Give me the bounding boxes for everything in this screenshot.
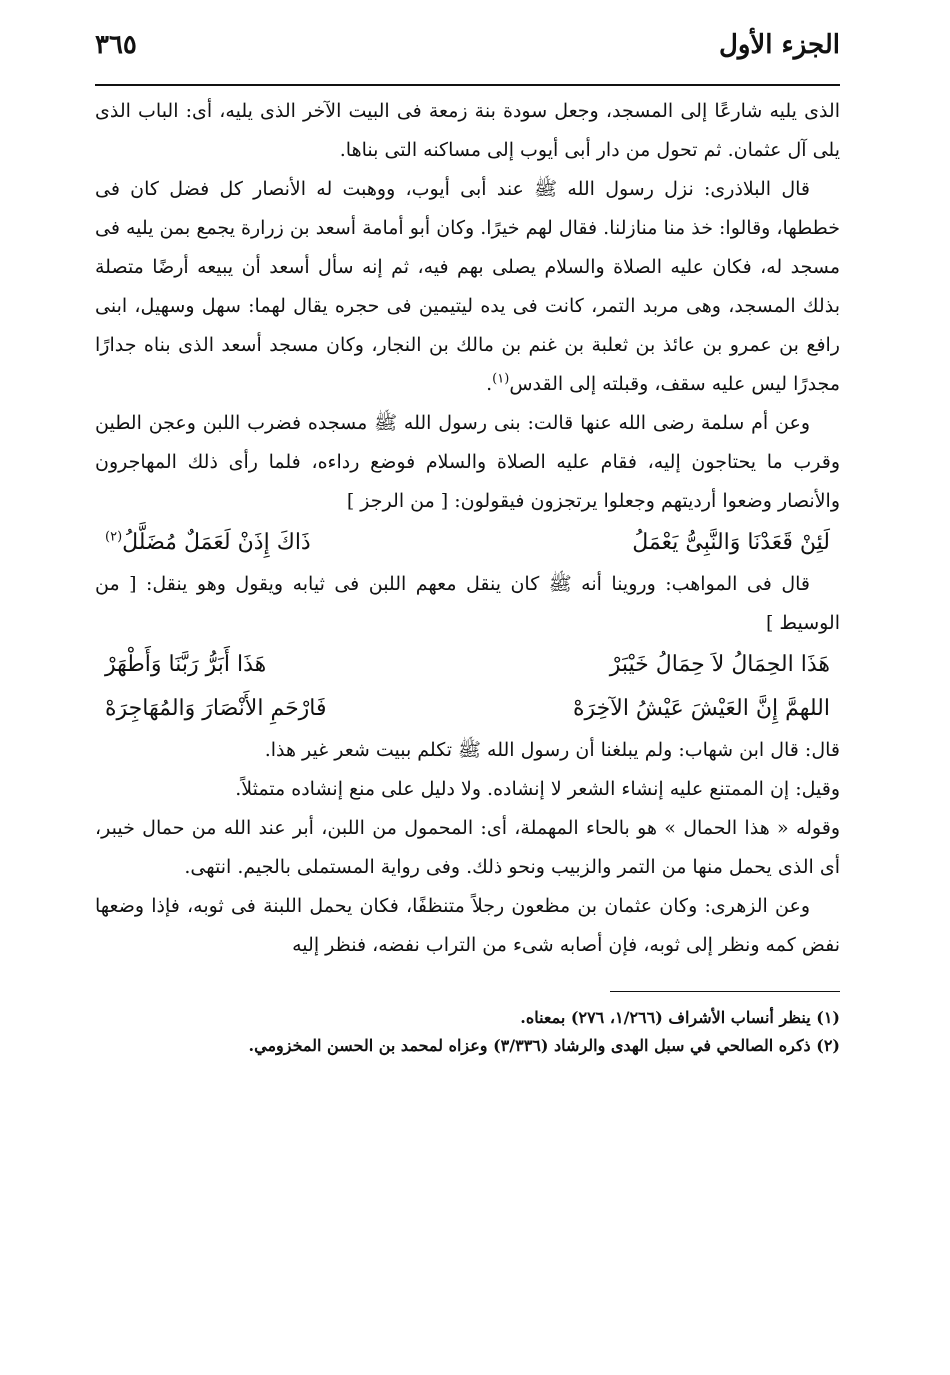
verse-hemistich: هَذَا الحِمَالُ لاَ حِمَالُ خَيْبَرْ: [609, 652, 830, 677]
footnote-1: (١) ينظر أنساب الأشراف (١/٢٦٦، ٢٧٦) بمعناه.: [520, 1008, 840, 1027]
footnotes: [95, 1004, 840, 1060]
paragraph: الذى يليه شارعًا إلى المسجد، وجعل سودة بنة زمعة فى البيت الآخر الذى يليه، أى: الباب الذى يلى آل عثمان. ثم تحول من دار أبى أيوب إلى مساكنه التى بناها.: [95, 100, 840, 161]
verse-hemistich-text: ذَاكَ إِذَنْ لَعَمَلٌ مُضَلَّلُ: [122, 530, 311, 555]
page-header: [95, 30, 840, 82]
verse-rajaz: [95, 521, 840, 565]
verse-hemistich: هَذَا أَبَرُّ رَبَّنَا وَأَطْهَرْ: [105, 652, 267, 677]
paragraph: وعن الزهرى: وكان عثمان بن مظعون رجلاً متنظفًا، فكان يحمل اللبنة فى ثوبه، فإذا وضعها نفض كمه ونظر إلى ثوبه، فإن أصابه شىء من التراب نفضه، فنظر إليه: [95, 895, 840, 956]
verse-hemistich: [105, 521, 311, 565]
footnote-2: (٢) ذكره الصالحي في سبل الهدى والرشاد (٣/٣٣٦) وعزاه لمحمد بن الحسن المخزومي.: [248, 1036, 840, 1055]
verse-hemistich: لَئِنْ قَعَدْنَا وَالنَّبِىُّ يَعْمَلُ: [632, 530, 830, 555]
verse-wasit: [95, 687, 840, 731]
paragraph: وعن أم سلمة رضى الله عنها قالت: بنى رسول الله ﷺ مسجده فضرب اللبن وعجن الطين وقرب ما يحتاجون إليه، فقام عليه الصلاة والسلام فوضع رداءه، فلما رأى ذلك المهاجرون والأنصار وضعوا أرديتهم وجعلوا يرتجزون فيقولون: [ من الرجز ]: [95, 412, 840, 512]
paragraph: وقيل: إن الممتنع عليه إنشاء الشعر لا إنشاده. ولا دليل على منع إنشاده متمثلاً.: [235, 778, 840, 800]
paragraph: [95, 170, 840, 404]
header-rule: [95, 84, 840, 86]
footnote-rule: [610, 991, 840, 992]
paragraph: قال: قال ابن شهاب: ولم يبلغنا أن رسول الله ﷺ تكلم ببيت شعر غير هذا.: [264, 739, 840, 761]
footnote-ref-2: (٢): [105, 529, 123, 545]
page-number: ٣٦٥: [95, 30, 137, 60]
paragraph: قال فى المواهب: وروينا أنه ﷺ كان ينقل معهم اللبن فى ثيابه ويقول وهو ينقل: [ من الوسيط ]: [95, 573, 840, 634]
body-text: [95, 92, 840, 521]
paragraph: وقوله « هذا الحمال » هو بالحاء المهملة، أى: المحمول من اللبن، أبر عند الله من حمال خيبر، أى الذى يحمل منها من التمر والزبيب ونحو ذلك. وفى رواية المستملى بالجيم. انتهى.: [95, 817, 840, 878]
verse-hemistich: فَارْحَمِ الأَنْصَارَ وَالمُهَاجِرَهْ: [105, 696, 327, 721]
running-title: الجزء الأول: [718, 30, 840, 60]
verse-wasit: [95, 643, 840, 687]
body-text: [95, 731, 840, 965]
footnote-ref-1: (١): [492, 371, 510, 387]
body-text: [95, 565, 840, 643]
paragraph-text: قال البلاذرى: نزل رسول الله ﷺ عند أبى أيوب، ووهبت له الأنصار كل فضل كان فى خططها، وقالوا: خذ منا منازلنا. فقال لهم خيرًا. وكان أبو أمامة أسعد بن زرارة يجمع بمن يليه فى مسجد له، فكان عليه الصلاة والسلام يصلى بهم فيه، ثم إنه سأل أسعد أن يبيعه أرضًا متصلة بذلك المسجد، وهى مربد التمر، كانت فى يده ليتيمين فى حجره يقال لهما: سهل وسهيل، ابنى رافع بن عمرو بن عائذ بن ثعلبة بن غنم بن مالك بن النجار، وكان مسجد أسعد الذى بناه جدارًا مجدرًا ليس عليه سقف، وقبلته إلى القدس: [95, 178, 840, 395]
sentence-end: .: [486, 373, 493, 395]
verse-hemistich: اللهمَّ إِنَّ العَيْشَ عَيْشُ الآخِرَهْ: [573, 696, 830, 721]
